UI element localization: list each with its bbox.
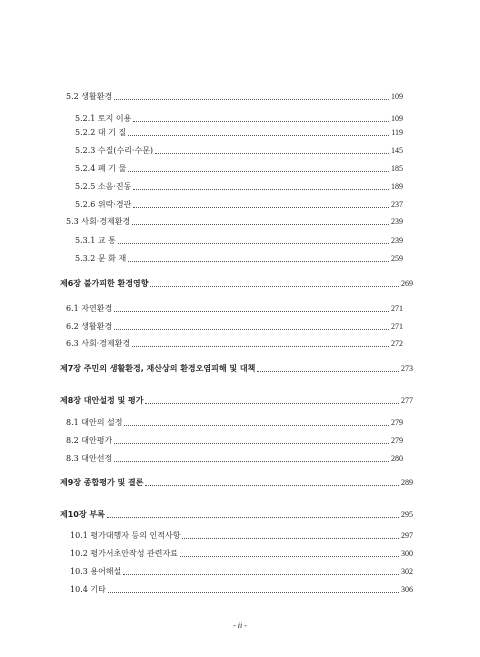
toc-chapter-entry[interactable] — [60, 396, 413, 406]
toc-entry-page: 271 — [391, 322, 403, 331]
toc-entry-page: 289 — [401, 478, 413, 487]
toc-chapter-entry[interactable] — [60, 510, 413, 520]
leader-dots — [145, 402, 399, 404]
toc-entry-page: 280 — [391, 454, 403, 463]
leader-dots — [114, 310, 389, 312]
toc-entry[interactable] — [66, 418, 403, 428]
toc-entry-label: 10.1 평가대행자 등의 인적사항 — [70, 531, 181, 540]
toc-entry-label: 10.2 평가서초안작성 관련자료 — [70, 549, 178, 558]
toc-entry-page: 237 — [391, 200, 403, 209]
toc-entry-label: 5.2.5 소음·진동 — [75, 182, 132, 191]
toc-entry-page: 259 — [391, 254, 403, 263]
leader-dots — [257, 370, 399, 372]
toc-entry[interactable] — [75, 236, 403, 246]
toc-entry-label: 10.4 기타 — [70, 585, 106, 594]
leader-dots — [123, 573, 399, 575]
toc-entry-label: 제7장 주민의 생활환경, 재산상의 환경오염피해 및 대책 — [60, 364, 256, 373]
toc-entry[interactable] — [70, 549, 413, 559]
toc-entry-label: 5.3.2 문 화 재 — [75, 254, 127, 263]
leader-dots — [145, 484, 399, 486]
leader-dots — [118, 242, 389, 244]
toc-entry[interactable] — [75, 164, 403, 174]
toc-entry-label: 5.3 사회·경제환경 — [66, 217, 131, 226]
toc-chapter-entry[interactable] — [60, 279, 413, 289]
leader-dots — [114, 460, 389, 462]
leader-dots — [128, 170, 389, 172]
toc-entry-label: 6.3 사회·경제환경 — [66, 339, 131, 348]
toc-entry-label: 8.3 대안선정 — [66, 454, 113, 463]
toc-entry[interactable] — [75, 254, 403, 264]
toc-entry-page: 279 — [391, 418, 403, 427]
toc-entry[interactable] — [75, 182, 403, 192]
toc-entry[interactable] — [66, 436, 403, 446]
toc-entry-page: 189 — [391, 182, 403, 191]
toc-entry-label: 5.2.2 대 기 질 — [75, 128, 127, 137]
toc-entry-label: 6.1 자연환경 — [66, 304, 113, 313]
leader-dots — [108, 591, 399, 593]
toc-entry[interactable] — [75, 114, 403, 124]
leader-dots — [107, 516, 399, 518]
toc-entry-label: 8.2 대안평가 — [66, 436, 113, 445]
toc-entry-label: 제6장 불가피한 환경영향 — [60, 279, 149, 288]
toc-entry[interactable] — [66, 92, 403, 102]
toc-entry-page: 109 — [391, 92, 403, 101]
toc-entry[interactable] — [75, 146, 403, 156]
leader-dots — [114, 442, 389, 444]
leader-dots — [114, 98, 389, 100]
toc-entry-label: 5.3.1 교 통 — [75, 236, 116, 245]
toc-chapter-entry[interactable] — [60, 364, 413, 374]
toc-entry-label: 5.2.6 위락·경관 — [75, 200, 132, 209]
toc-entry-page: 145 — [391, 146, 403, 155]
toc-entry[interactable] — [66, 339, 403, 349]
toc-entry-page: 185 — [391, 164, 403, 173]
leader-dots — [133, 206, 389, 208]
toc-entry[interactable] — [66, 454, 403, 464]
leader-dots — [180, 555, 399, 557]
toc-entry-page: 239 — [391, 217, 403, 226]
toc-entry-label: 제10장 부록 — [60, 510, 105, 519]
toc-entry-page: 295 — [401, 510, 413, 519]
page-number: - ii - — [233, 621, 247, 630]
toc-entry[interactable] — [66, 304, 403, 314]
toc-entry-label: 제8장 대안설정 및 평가 — [60, 396, 144, 405]
toc-entry-page: 119 — [391, 128, 403, 137]
toc-entry[interactable] — [70, 531, 413, 541]
toc-entry-page: 279 — [391, 436, 403, 445]
leader-dots — [182, 537, 399, 539]
toc-entry-label: 제9장 종합평가 및 결론 — [60, 478, 144, 487]
toc-entry[interactable] — [75, 128, 403, 138]
leader-dots — [124, 424, 389, 426]
toc-entry-label: 10.3 용어해설 — [70, 567, 122, 576]
leader-dots — [150, 285, 399, 287]
toc-entry-page: 269 — [401, 279, 413, 288]
toc-entry-label: 5.2.3 수질(수리·수문) — [75, 146, 154, 155]
toc-entry-page: 297 — [401, 531, 413, 540]
toc-entry[interactable] — [70, 567, 413, 577]
toc-entry-label: 8.1 대안의 설정 — [66, 418, 123, 427]
toc-entry-page: 273 — [401, 364, 413, 373]
toc-entry-page: 300 — [401, 549, 413, 558]
leader-dots — [128, 260, 389, 262]
toc-entry-page: 239 — [391, 236, 403, 245]
toc-entry[interactable] — [66, 217, 403, 227]
toc-entry-label: 5.2 생활환경 — [66, 92, 113, 101]
leader-dots — [132, 345, 389, 347]
toc-entry-page: 109 — [391, 114, 403, 123]
toc-entry[interactable] — [75, 200, 403, 210]
leader-dots — [132, 223, 389, 225]
toc-chapter-entry[interactable] — [60, 478, 413, 488]
toc-entry-page: 272 — [391, 339, 403, 348]
toc-entry-label: 6.2 생활환경 — [66, 322, 113, 331]
leader-dots — [128, 134, 389, 136]
leader-dots — [133, 120, 389, 122]
leader-dots — [114, 328, 389, 330]
toc-entry[interactable] — [70, 585, 413, 595]
toc-entry-page: 271 — [391, 304, 403, 313]
toc-entry-label: 5.2.1 토지 이용 — [75, 114, 132, 123]
toc-entry-page: 306 — [401, 585, 413, 594]
toc-entry-page: 302 — [401, 567, 413, 576]
toc-entry-label: 5.2.4 폐 기 물 — [75, 164, 127, 173]
toc-entry-page: 277 — [401, 396, 413, 405]
leader-dots — [155, 152, 389, 154]
leader-dots — [133, 188, 389, 190]
toc-entry[interactable] — [66, 322, 403, 332]
